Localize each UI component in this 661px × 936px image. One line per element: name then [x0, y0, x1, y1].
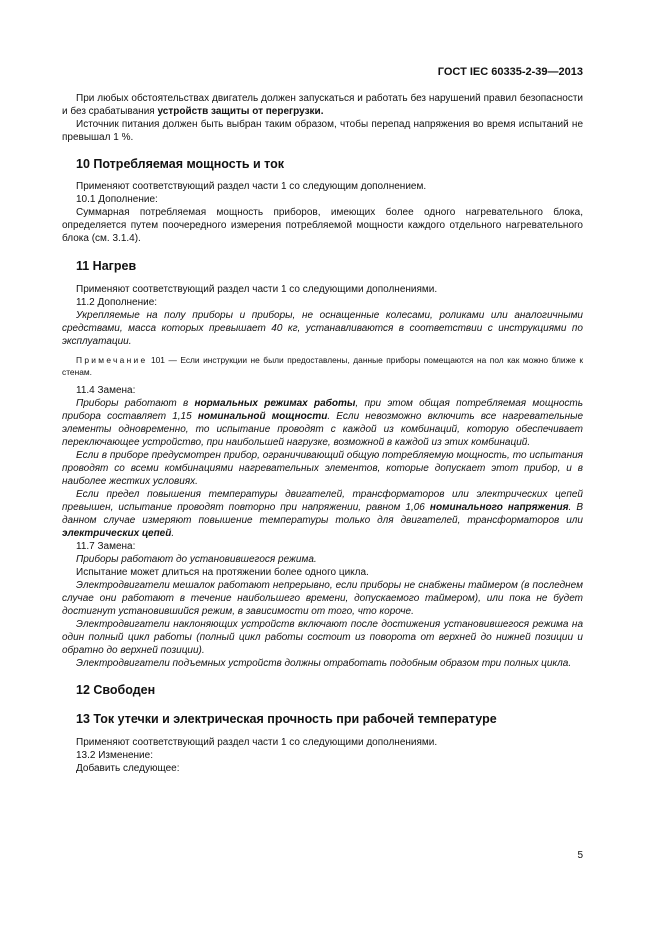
s11-paragraph-operation — [62, 397, 583, 449]
page-number: 5 — [577, 850, 583, 861]
text-run: Если предел повышения температуры двигателей, трансформаторов или электрических цепей превышен, испытание проводят повторно при напряжении, равном 1,06 — [62, 489, 583, 513]
s13-subclause-2: 13.2 Изменение: — [76, 750, 153, 761]
text-run: , при этом общая потребляемая мощность прибора составляет 1,15 — [62, 398, 584, 422]
s11-paragraph-floor: Укрепляемые на полу приборы и приборы, не оснащенные колесами, роликами или аналогичными средствами, масса которых превышает 40 кг, устанавливаются в соответствии с инструкциями по эксплуатации. — [62, 310, 583, 347]
text-run: . В данном случае измеряют повышение температуры только для двигателей, трансформаторов или — [62, 502, 584, 526]
s13-paragraph-1: Применяют соответствующий раздел части 1 со следующими дополнениями. — [76, 737, 438, 748]
s11-paragraph-limiter: Если в приборе предусмотрен прибор, ограничивающий общую потребляемую мощность, то испытания проводят со всеми комбинациями нагревательных элементов, которые допускает этот прибор, и в наиболее жестких условиях. — [62, 450, 583, 487]
term-rated-voltage: номинального напряжения — [429, 502, 569, 513]
term-electrical-circuits: электрических цепей — [62, 528, 172, 539]
term-rated-power: номинальной мощности — [197, 411, 328, 422]
section-12-heading: 12 Свободен — [76, 683, 156, 697]
section-13-heading: 13 Ток утечки и электрическая прочность при рабочей температуре — [76, 712, 497, 726]
text-run: При любых обстоятельствах двигатель должен запускаться и работать без нарушений правил безопасности и без срабатывания — [62, 93, 583, 117]
intro-paragraph-2: Источник питания должен быть выбран таким образом, чтобы перепад напряжения во время испытаний не превышал 1 %. — [62, 119, 583, 143]
s10-paragraph-1: Применяют соответствующий раздел части 1 со следующим дополнением. — [76, 181, 427, 192]
term-overload-protection: устройств защиты от перегрузки. — [157, 106, 324, 117]
s11-paragraph-cycle: Испытание может длиться на протяжении более одного цикла. — [76, 567, 369, 578]
standard-header: ГОСТ IEC 60335-2-39—2013 — [437, 66, 583, 78]
note-101 — [62, 354, 583, 378]
section-10-heading: 10 Потребляемая мощность и ток — [76, 157, 284, 171]
note-label: Примечание — [76, 355, 148, 365]
intro-paragraph-1 — [62, 92, 583, 118]
s11-paragraph-lifting: Электродвигатели подъемных устройств должны отработать подобным образом три полных цикла. — [76, 658, 572, 669]
section-11-heading: 11 Нагрев — [76, 259, 137, 273]
text-run: . Если невозможно включить все нагревательные элементы одновременно, то испытание проводят с каждой из комбинаций, которую обеспечивает переключающее устройство, при наибольшей нагрузке, возможной в каждой из этих комбинаций. — [62, 411, 583, 448]
s11-subclause-2: 11.2 Дополнение: — [76, 297, 158, 308]
text-run: . — [171, 528, 175, 539]
s10-subclause: 10.1 Дополнение: — [76, 194, 158, 205]
s11-paragraph-temperature — [62, 488, 583, 540]
note-text: 101 — Если инструкции не были предоставлены, данные приборы помещаются на пол как можно ближе к стенам. — [62, 355, 583, 377]
s11-paragraph-1: Применяют соответствующий раздел части 1 со следующими дополнениями. — [76, 284, 438, 295]
text-run: Приборы работают в — [76, 398, 195, 409]
s11-paragraph-mixers: Электродвигатели мешалок работают непрерывно, если приборы не снабжены таймером (в последнем случае они работают в течение наибольшего времени, допускаемого таймером), или пока не будет достигнут установившийся режим, в зависимости от того, что короче. — [62, 580, 583, 617]
s11-paragraph-steady-state: Приборы работают до установившегося режима. — [76, 554, 317, 565]
s11-paragraph-tilting: Электродвигатели наклоняющих устройств включают после достижения установившегося режима на один полный цикл работы (полный цикл работы состоит из поворота от верхней до нижней позиции и обратно до верхней позиции). — [62, 619, 583, 656]
term-normal-operation: нормальных режимах работы — [194, 398, 356, 409]
s10-paragraph-2: Суммарная потребляемая мощность приборов, имеющих более одного нагревательного блока, определяется путем поочередного измерения потребляемой мощности каждого отдельного нагревательного блока (см. 3.1.4). — [62, 207, 583, 244]
s13-paragraph-2: Добавить следующее: — [76, 763, 180, 774]
s11-subclause-4: 11.4 Замена: — [76, 385, 136, 396]
s11-subclause-7: 11.7 Замена: — [76, 541, 136, 552]
document-body — [62, 92, 583, 775]
